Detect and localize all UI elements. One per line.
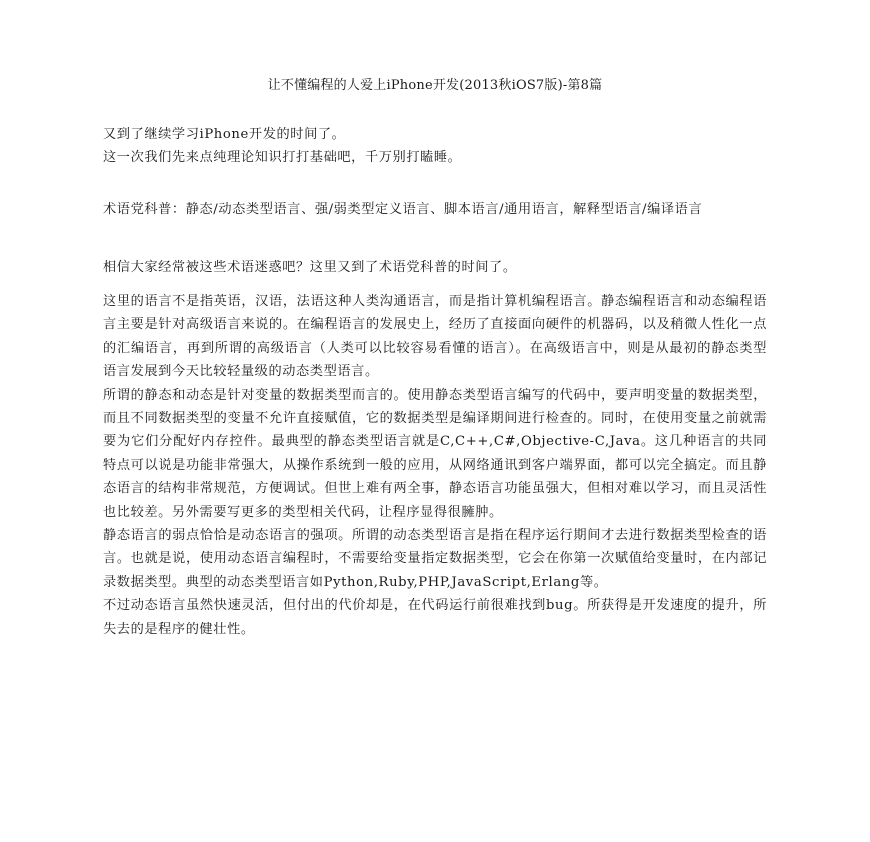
lead-block: [103, 256, 767, 279]
intro-line: 又到了继续学习iPhone开发的时间了。: [103, 127, 346, 142]
paragraph: 这里的语言不是指英语，汉语，法语这种人类沟通语言，而是指计算机编程语言。静态编程语言和动态编程语言主要是针对高级语言来说的。在编程语言的发展史上，经历了直接面向硬件的机器码，以及稍微人性化一点的汇编语言，再到所谓的高级语言（人类可以比较容易看懂的语言）。在高级语言中，则是从最初的静态类型语言发展到今天比较轻量级的动态类型语言。: [103, 294, 767, 380]
paragraph: 所谓的静态和动态是针对变量的数据类型而言的。使用静态类型语言编写的代码中，要声明变量的数据类型，而且不同数据类型的变量不允许直接赋值，它的数据类型是编译期间进行检查的。同时，在使用变量之前就需要为它们分配好内存控件。最典型的静态类型语言就是C,C++,C#,Objective-C,Java。这几种语言的共同特点可以说是功能非常强大，从操作系统到一般的应用，从网络通讯到客户端界面，都可以完全搞定。而且静态语言的结构非常规范，方便调试。但世上难有两全事，静态语言功能虽强大，但相对难以学习，而且灵活性也比较差。另外需要写更多的类型相关代码，让程序显得很臃肿。: [103, 387, 767, 520]
lead-line: 相信大家经常被这些术语迷惑吧？这里又到了术语党科普的时间了。: [103, 260, 517, 275]
term-heading: [103, 198, 767, 221]
paragraph: 静态语言的弱点恰恰是动态语言的强项。所谓的动态类型语言是指在程序运行期间才去进行数据类型检查的语言。也就是说，使用动态语言编程时，不需要给变量指定数据类型，它会在你第一次赋值给变量时，在内部记录数据类型。典型的动态类型语言如Python,Ruby,PHP,JavaScript,Erlang等。: [103, 528, 767, 590]
intro-block: [103, 123, 767, 170]
paragraph: 不过动态语言虽然快速灵活，但付出的代价却是，在代码运行前很难找到bug。所获得是开发速度的提升，所失去的是程序的健壮性。: [103, 598, 767, 637]
main-content: [103, 290, 767, 641]
document-title: 让不懂编程的人爱上iPhone开发(2013秋iOS7版)-第8篇: [267, 78, 603, 93]
intro-line: 这一次我们先来点纯理论知识打打基础吧，千万别打瞌睡。: [103, 150, 462, 166]
term-heading-text: 术语党科普：静态/动态类型语言、强/弱类型定义语言、脚本语言/通用语言，解释型语言/编译语言: [103, 202, 703, 217]
